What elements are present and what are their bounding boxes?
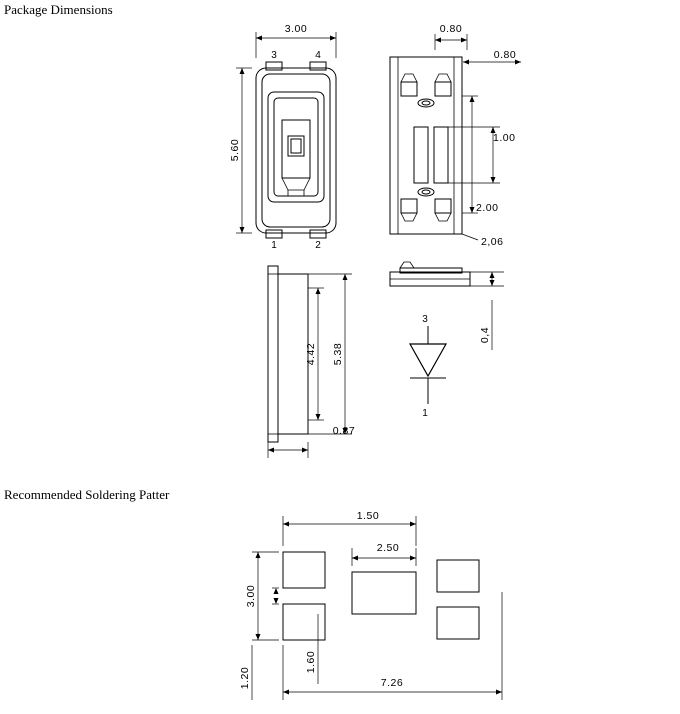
schematic-pin-1: 1 (422, 408, 428, 419)
pin-label-4: 4 (315, 50, 321, 61)
dim-pad-width-1: 0.80 (439, 23, 463, 35)
dim-pattern-160: 1.60 (305, 650, 317, 674)
dim-inner-height: 1.00 (493, 132, 516, 144)
dim-edge-thickness: 0,4 (479, 326, 491, 344)
pin-label-2: 2 (315, 240, 321, 251)
diode-schematic-group (410, 314, 446, 419)
dim-pad-width-2: 0.80 (493, 49, 517, 61)
dim-pattern-250: 2.50 (376, 542, 400, 554)
pin-label-1: 1 (271, 240, 277, 251)
dim-side-outer: 5.38 (332, 342, 344, 366)
dim-pattern-300: 3.00 (245, 584, 257, 608)
schematic-pin-3: 3 (422, 314, 428, 325)
dim-pattern-726: 7.26 (380, 677, 404, 689)
side-view-group (268, 266, 355, 458)
pin-label-3: 3 (271, 50, 277, 61)
soldering-pattern-group (239, 510, 502, 700)
dim-top-height: 5.60 (229, 138, 241, 162)
dim-top-width: 3.00 (284, 23, 308, 35)
page-title-recommended-soldering: Recommended Soldering Patter (4, 487, 170, 502)
top-view-group (229, 23, 336, 251)
dim-side-thickness: 0.87 (332, 425, 356, 437)
dim-total-height: 2,06 (481, 236, 504, 248)
dim-pattern-150: 1.50 (356, 510, 380, 522)
bottom-view-group (390, 23, 521, 248)
edge-view-group (390, 262, 504, 350)
dim-pattern-120: 1.20 (239, 666, 251, 690)
dim-side-inner: 4.42 (305, 342, 317, 366)
dim-outer-height: 2.00 (476, 202, 499, 214)
page-title-package-dimensions: Package Dimensions (4, 2, 113, 17)
